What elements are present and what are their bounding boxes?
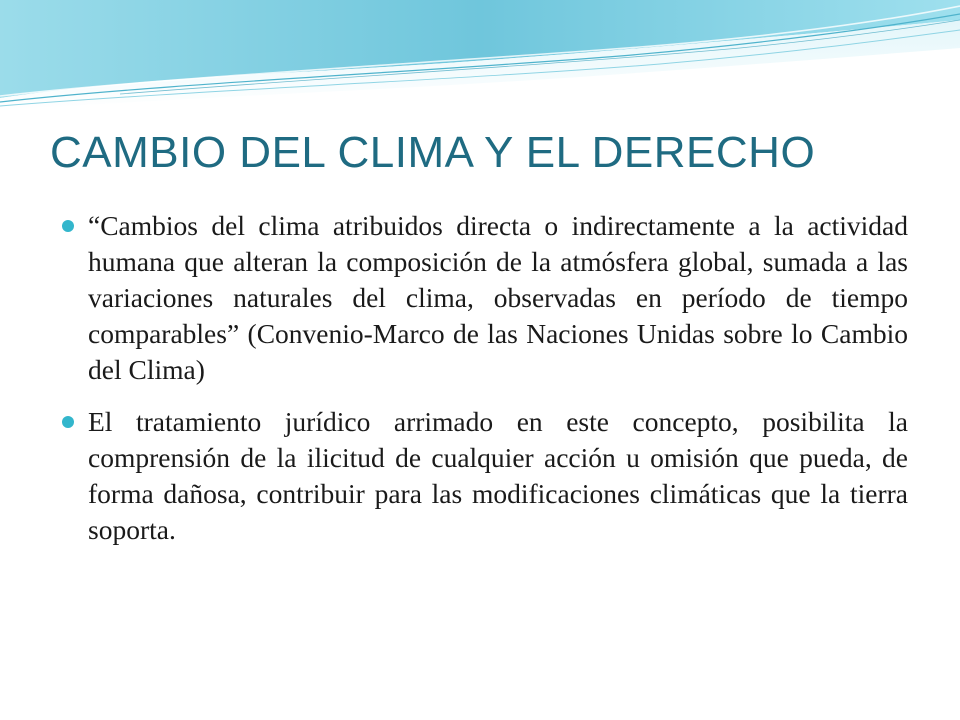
bullet-dot-icon	[62, 416, 74, 428]
bullet-text: “Cambios del clima atribuidos directa o indirectamente a la actividad humana que alteran la composición de la atmósfera global, sumada a las variaciones naturales del clima, observadas en período de tiempo comparables” (Convenio-Marco de las Naciones Unidas sobre lo Cambio del Clima)	[88, 210, 908, 385]
bullet-text: El tratamiento jurídico arrimado en este concepto, posibilita la comprensión de la ilicitud de cualquier acción u omisión que pueda, de forma dañosa, contribuir para las modificaciones climáticas que la tierra soporta.	[88, 406, 908, 545]
slide-title: CAMBIO DEL CLIMA Y EL DERECHO	[50, 128, 816, 177]
bullet-item	[60, 208, 908, 388]
bullet-item	[60, 404, 908, 548]
header-wave-decoration	[0, 0, 960, 130]
bullet-dot-icon	[62, 220, 74, 232]
bullet-list	[60, 208, 908, 564]
